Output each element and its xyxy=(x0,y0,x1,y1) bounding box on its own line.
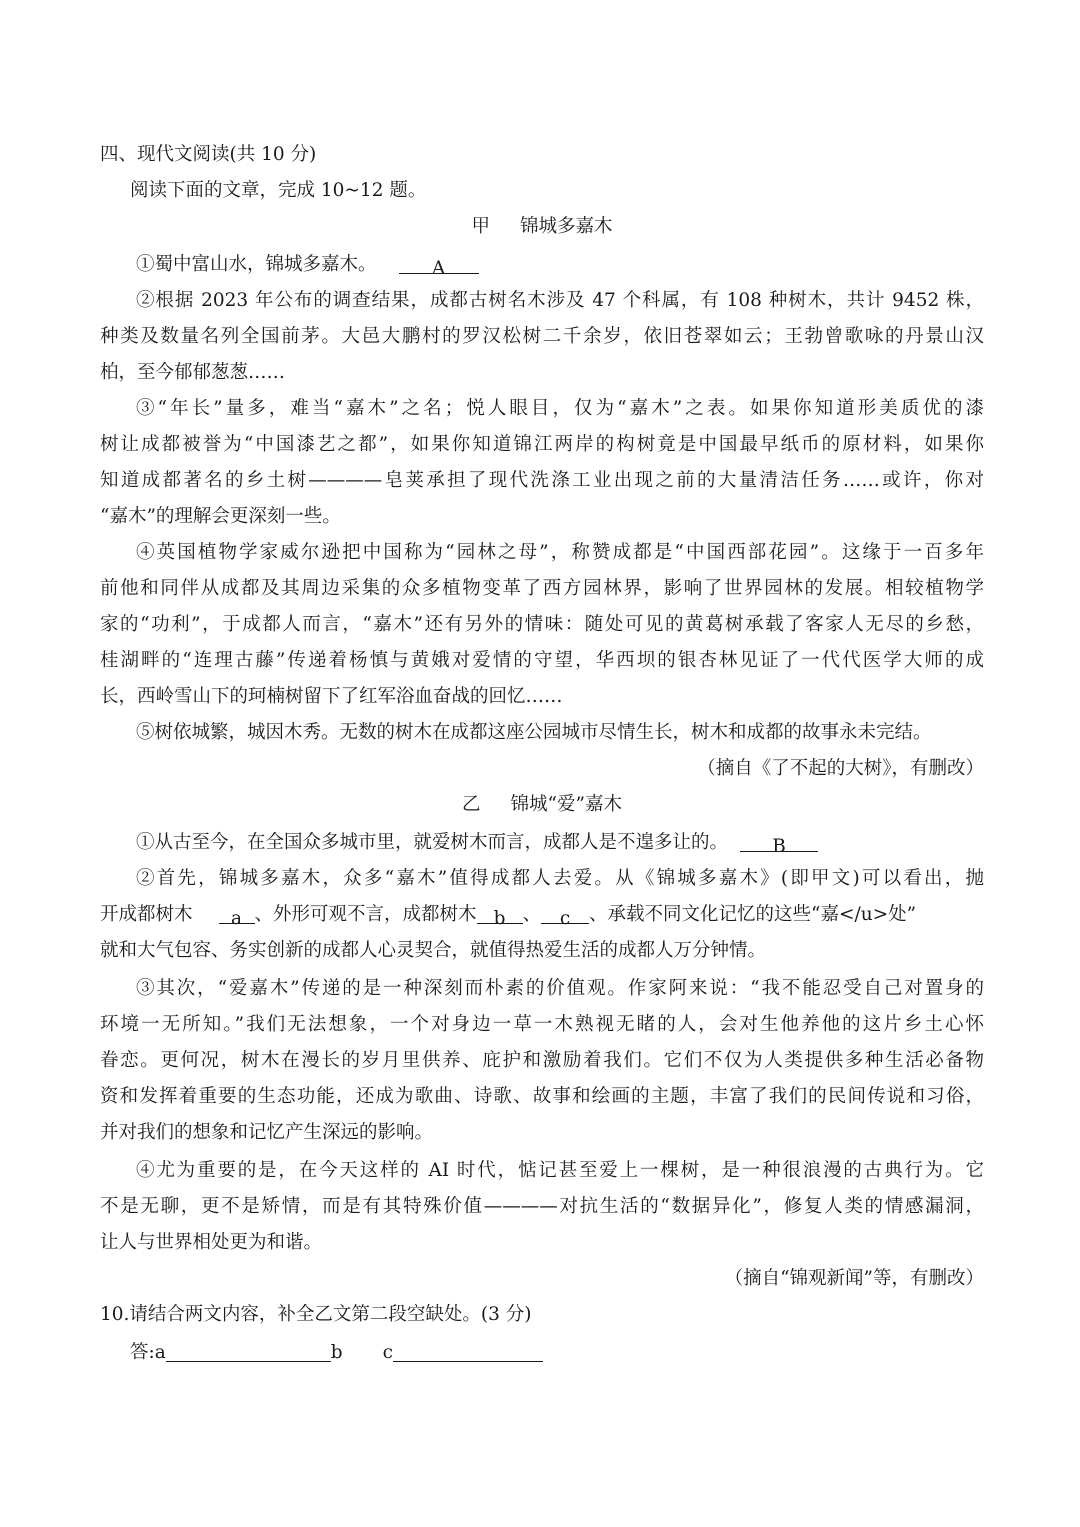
article-a-p4-line2: 前他和同伴从成都及其周边采集的众多植物变革了西方园林界，影响了世界园林的发展。相较植物学 xyxy=(100,578,984,599)
article-b-title xyxy=(100,787,984,823)
article-b-p4-line2: 不是无聊，更不是矫情，而是有其特殊价值————对抗生活的“数据异化”，修复人类的情感漏洞， xyxy=(100,1196,984,1217)
article-b-p3-line3: 眷恋。更何况，树木在漫长的岁月里供养、庇护和激励着我们。它们不仅为人类提供多种生活必备物 xyxy=(100,1050,984,1071)
article-b-p2-text-c: 、 xyxy=(522,904,542,925)
article-a-p4-line3: 家的“功利”，于成都人而言，“嘉木”还有另外的情味：随处可见的黄葛树承载了客家人无尽的乡愁， xyxy=(100,614,984,635)
article-b-p2-text-d: 、承载不同文化记忆的这些“嘉</u>处” xyxy=(589,904,917,925)
article-a-p3-line1: ③“年长”量多，难当“嘉木”之名；悦人眼目，仅为“嘉木”之表。如果你知道形美质优的漆 xyxy=(136,398,984,419)
instruction: 阅读下面的文章，完成 10~12 题。 xyxy=(130,180,427,201)
blank-small-a xyxy=(219,901,255,929)
article-a-p3-line4: “嘉木”的理解会更深刻一些。 xyxy=(100,506,341,527)
blank-b-marker xyxy=(740,829,818,857)
article-b-source: （摘自“锦观新闻”等，有删改） xyxy=(724,1268,984,1289)
article-b-p2-text-a: 开成都树木 xyxy=(100,904,193,925)
answer-blank-c[interactable] xyxy=(393,1339,543,1362)
article-a-p2-line3: 柏，至今郁郁葱葱…… xyxy=(100,362,286,383)
answer-label-b: b xyxy=(330,1342,343,1363)
blank-a-marker xyxy=(399,251,479,279)
article-a-p3-line3: 知道成都著名的乡土树————皂荚承担了现代洗涤工业出现之前的大量清洁任务……或许，你对 xyxy=(100,470,984,491)
article-b-p2-line1: ②首先，锦城多嘉木，众多“嘉木”值得成都人去爱。从《锦城多嘉木》(即甲文)可以看出，抛 xyxy=(136,868,984,889)
article-a-p2-line2: 种类及数量名列全国前茅。大邑大鹏村的罗汉松树二千余岁，依旧苍翠如云；王勃曾歌咏的丹景山汉 xyxy=(100,326,984,347)
article-b-p4-line3: 让人与世界相处更为和谐。 xyxy=(100,1232,323,1253)
article-a-p3-line2: 树让成都被誉为“中国漆艺之都”，如果你知道锦江两岸的构树竟是中国最早纸币的原材料，如果你 xyxy=(100,434,984,455)
article-b-p2-text-b: 、外形可观不言，成都树木 xyxy=(254,904,477,925)
article-a-p4-line5: 长，西岭雪山下的珂楠树留下了红军浴血奋战的回忆…… xyxy=(100,686,563,707)
article-b-p1 xyxy=(100,825,984,861)
article-b-p1-text: ①从古至今，在全国众多城市里，就爱树木而言，成都人是不遑多让的。 xyxy=(136,832,729,853)
blank-small-c-label: c xyxy=(559,908,571,929)
blank-small-b-label: b xyxy=(493,908,506,929)
article-a-p4-line4: 桂湖畔的“连理古藤”传递着杨慎与黄娥对爱情的守望，华西坝的银杏林见证了一代代医学大师的成 xyxy=(100,650,984,671)
article-a-title xyxy=(100,209,984,245)
answer-line xyxy=(100,1335,984,1371)
article-b-p3-line2: 环境一无所知。”我们无法想象，一个对身边一草一木熟视无睹的人，会对生他养他的这片乡土心怀 xyxy=(100,1014,984,1035)
answer-blank-a[interactable] xyxy=(166,1339,331,1362)
article-b-p2-line2 xyxy=(100,897,984,933)
article-b-p3-line5: 并对我们的想象和记忆产生深远的影响。 xyxy=(100,1122,434,1143)
blank-a-label: A xyxy=(431,258,446,279)
blank-small-a-label: a xyxy=(231,908,243,929)
section-heading: 四、现代文阅读(共 10 分) xyxy=(100,144,317,165)
article-a-p2-line1: ②根据 2023 年公布的调查结果，成都古树名木涉及 47 个科属，有 108 种树木，共计 9452 株， xyxy=(136,290,984,311)
article-b-title-label: 乙 xyxy=(462,794,481,815)
article-a-p5: ⑤树依城繁，城因木秀。无数的树木在成都这座公园城市尽情生长，树木和成都的故事永未完结。 xyxy=(136,722,932,743)
article-b-p2-line3: 就和大气包容、务实创新的成都人心灵契合，就值得热爱生活的成都人万分钟情。 xyxy=(100,940,767,961)
article-a-title-label: 甲 xyxy=(471,216,490,237)
blank-small-c xyxy=(541,901,589,929)
blank-small-b xyxy=(477,901,523,929)
article-a-p4-line1: ④英国植物学家威尔逊把中国称为“园林之母”，称赞成都是“中国西部花园”。这缘于一百多年 xyxy=(136,542,984,563)
answer-label-c: c xyxy=(382,1342,393,1363)
article-a-p1-text: ①蜀中富山水，锦城多嘉木。 xyxy=(136,254,377,275)
article-b-p3-line1: ③其次，“爱嘉木”传递的是一种深刻而朴素的价值观。作家阿来说：“我不能忍受自己对置身的 xyxy=(136,978,984,999)
article-b-p4-line1: ④尤为重要的是，在今天这样的 AI 时代，惦记甚至爱上一棵树，是一种很浪漫的古典行为。它 xyxy=(136,1160,984,1181)
question-10: 10.请结合两文内容，补全乙文第二段空缺处。(3 分) xyxy=(100,1304,532,1325)
article-a-source: （摘自《了不起的大树》，有删改） xyxy=(697,758,984,779)
article-b-title-text: 锦城“爱”嘉木 xyxy=(510,794,622,815)
answer-prefix: 答:a xyxy=(130,1342,166,1363)
blank-b-label: B xyxy=(772,836,786,857)
article-a-p1 xyxy=(100,247,984,283)
article-b-p3-line4: 资和发挥着重要的生态功能，还成为歌曲、诗歌、故事和绘画的主题，丰富了我们的民间传说和习俗， xyxy=(100,1086,984,1107)
article-a-title-text: 锦城多嘉木 xyxy=(520,216,613,237)
